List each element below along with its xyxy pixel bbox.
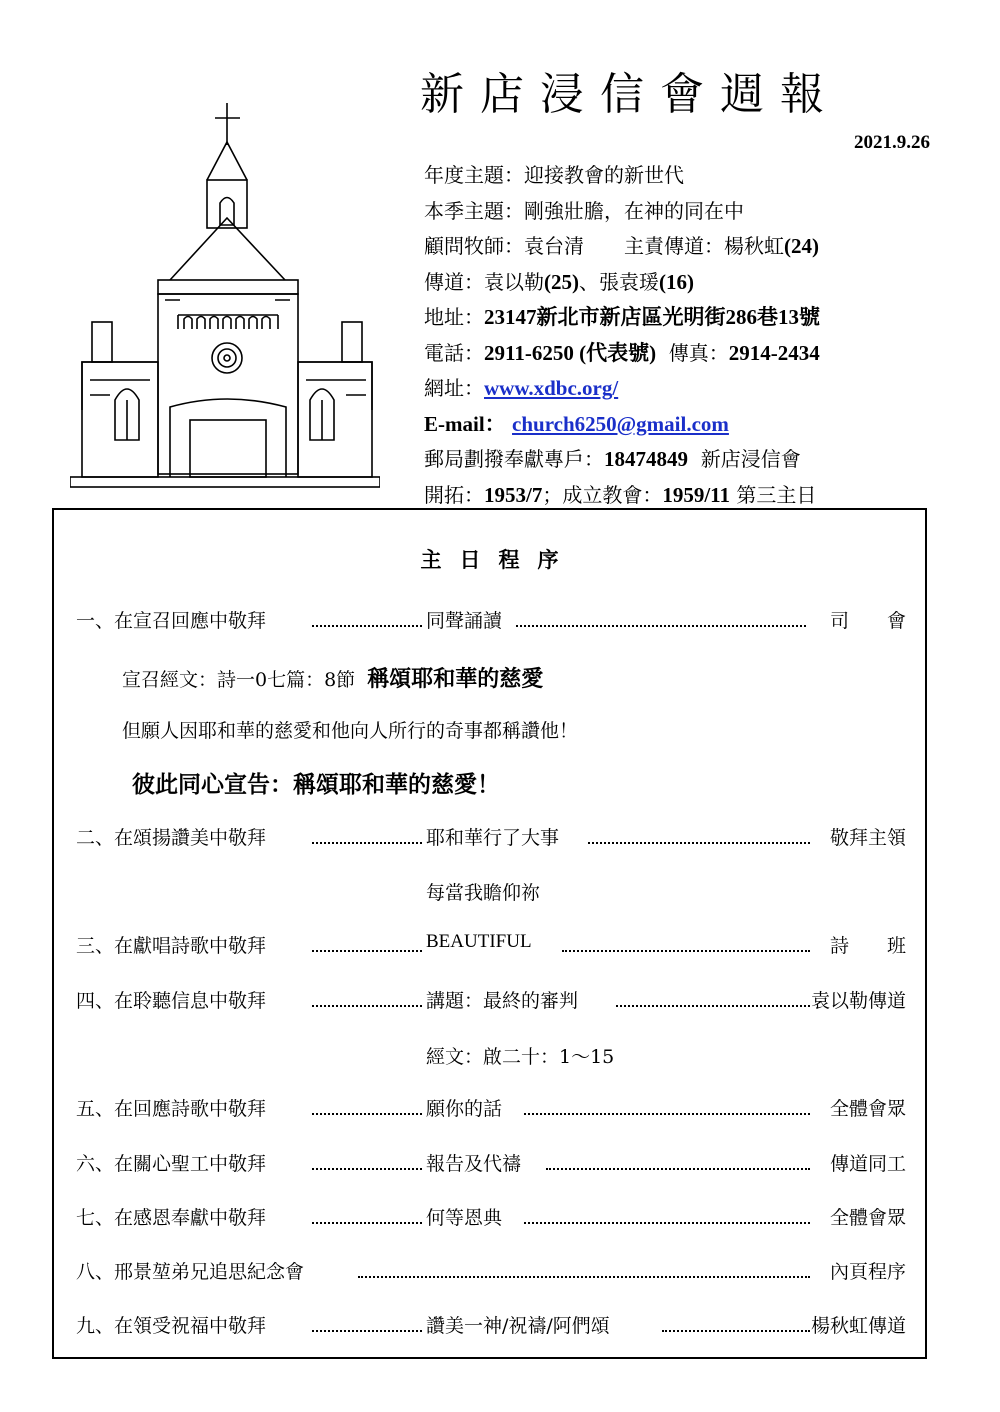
program-item-4 xyxy=(76,986,906,1016)
program-item-leader: 袁以勒傳道 xyxy=(810,990,906,1012)
scripture-reference: 經文：啟二十：1～15 xyxy=(426,1046,615,1068)
phone-value: 2911-6250 (代表號) xyxy=(484,340,657,365)
program-item-content: 講題：最終的審判 xyxy=(426,990,579,1012)
email-label: E-mail： xyxy=(424,411,506,436)
established-date: 1959/11 xyxy=(662,482,731,507)
established-label: ；成立教會： xyxy=(542,482,663,507)
song-2: 每當我瞻仰祢 xyxy=(426,882,541,904)
program-item-content: 同聲誦讀 xyxy=(426,610,503,632)
program-item-content: 願你的話 xyxy=(426,1098,503,1120)
website-link[interactable]: www.xdbc.org/ xyxy=(484,376,619,400)
program-item-5 xyxy=(76,1094,906,1124)
season-theme: 本季主題：剛強壯膽，在神的同在中 xyxy=(424,198,744,223)
church-info xyxy=(424,158,984,513)
program-item-6 xyxy=(76,1149,906,1179)
program-item-7 xyxy=(76,1203,906,1233)
postal-line xyxy=(424,442,984,478)
pastors-line xyxy=(424,229,984,265)
founding-label: 開拓： xyxy=(424,482,484,507)
advisor-pastor: 顧問牧師：袁台清 xyxy=(424,234,584,258)
address-value: 23147新北市新店區光明街286巷13號 xyxy=(484,305,820,329)
program-item-2 xyxy=(76,823,906,853)
program-item-content: BEAUTIFUL xyxy=(426,931,532,952)
phone-label: 電話： xyxy=(424,340,484,365)
fax-value: 2914-2434 xyxy=(728,340,820,365)
annual-theme: 年度主題：迎接教會的新世代 xyxy=(424,163,684,187)
program-item-leader: 全體會眾 xyxy=(829,1098,906,1120)
chief-preacher-number: (24) xyxy=(784,234,819,258)
program-box xyxy=(52,508,927,1359)
program-item-label: 六、在關心聖工中敬拜 xyxy=(76,1153,267,1175)
program-item-label: 七、在感恩奉獻中敬拜 xyxy=(76,1207,267,1229)
chief-preacher: 主責傳道：楊秋虹 xyxy=(624,234,784,258)
program-item-label: 四、在聆聽信息中敬拜 xyxy=(76,990,267,1012)
church-building-icon xyxy=(70,100,380,490)
preacher-b: 、張袁瑗 xyxy=(579,269,659,294)
address-line xyxy=(424,300,984,336)
address-label: 地址： xyxy=(424,305,484,329)
program-item-leader: 敬拜主領 xyxy=(829,827,906,849)
call-scripture xyxy=(122,662,543,693)
program-item-leader: 詩 班 xyxy=(829,935,906,957)
program-item-content: 耶和華行了大事 xyxy=(426,827,560,849)
program-item-leader: 司 會 xyxy=(829,610,906,632)
program-item-leader: 內頁程序 xyxy=(829,1261,906,1283)
program-item-label: 三、在獻唱詩歌中敬拜 xyxy=(76,935,267,957)
phone-line xyxy=(424,336,984,372)
program-item-label: 二、在頌揚讚美中敬拜 xyxy=(76,827,267,849)
preacher-b-number: (16) xyxy=(659,269,694,294)
website-line xyxy=(424,371,984,407)
postal-name: 新店浸信會 xyxy=(700,447,801,471)
bulletin-title: 新店浸信會週報 xyxy=(420,69,840,120)
program-item-content: 讚美一神/祝禱/阿們頌 xyxy=(426,1315,610,1337)
program-item-leader: 全體會眾 xyxy=(829,1207,906,1229)
postal-account: 18474849 xyxy=(604,447,688,471)
program-item-leader: 傳道同工 xyxy=(829,1153,906,1175)
preacher-a-number: (25) xyxy=(544,269,579,294)
email-line xyxy=(424,407,984,443)
declaration: 彼此同心宣告：稱頌耶和華的慈愛！ xyxy=(132,771,500,798)
website-label: 網址： xyxy=(424,376,484,400)
postal-label: 郵局劃撥奉獻專戶： xyxy=(424,447,604,471)
program-item-leader: 楊秋虹傳道 xyxy=(810,1315,906,1337)
program-item-8 xyxy=(76,1257,906,1287)
program-item-9 xyxy=(76,1311,906,1341)
email-link[interactable]: church6250@gmail.com xyxy=(512,411,729,436)
program-item-label: 一、在宣召回應中敬拜 xyxy=(76,610,267,632)
program-item-label: 九、在領受祝福中敬拜 xyxy=(76,1315,267,1337)
call-scripture-label: 宣召經文：詩一0七篇：8節 xyxy=(122,669,356,691)
fax-label: 傳真： xyxy=(668,340,729,365)
third-sunday: 第三主日 xyxy=(736,482,817,507)
founding-date: 1953/7 xyxy=(484,482,543,507)
call-scripture-text: 但願人因耶和華的慈愛和他向人所行的奇事都稱讚他！ xyxy=(122,720,579,742)
program-item-1 xyxy=(76,606,906,636)
program-item-label: 八、邢景堃弟兄追思紀念會 xyxy=(76,1261,305,1283)
preacher-a: 傳道：袁以勒 xyxy=(424,269,544,294)
program-item-content: 何等恩典 xyxy=(426,1207,503,1229)
call-scripture-title: 稱頌耶和華的慈愛 xyxy=(367,666,544,692)
preachers-line xyxy=(424,265,984,301)
program-item-3 xyxy=(76,931,906,961)
program-item-label: 五、在回應詩歌中敬拜 xyxy=(76,1098,267,1120)
program-item-content: 報告及代禱 xyxy=(426,1153,522,1175)
bulletin-date: 2021.9.26 xyxy=(854,132,930,153)
program-title: 主日程序 xyxy=(420,547,577,572)
